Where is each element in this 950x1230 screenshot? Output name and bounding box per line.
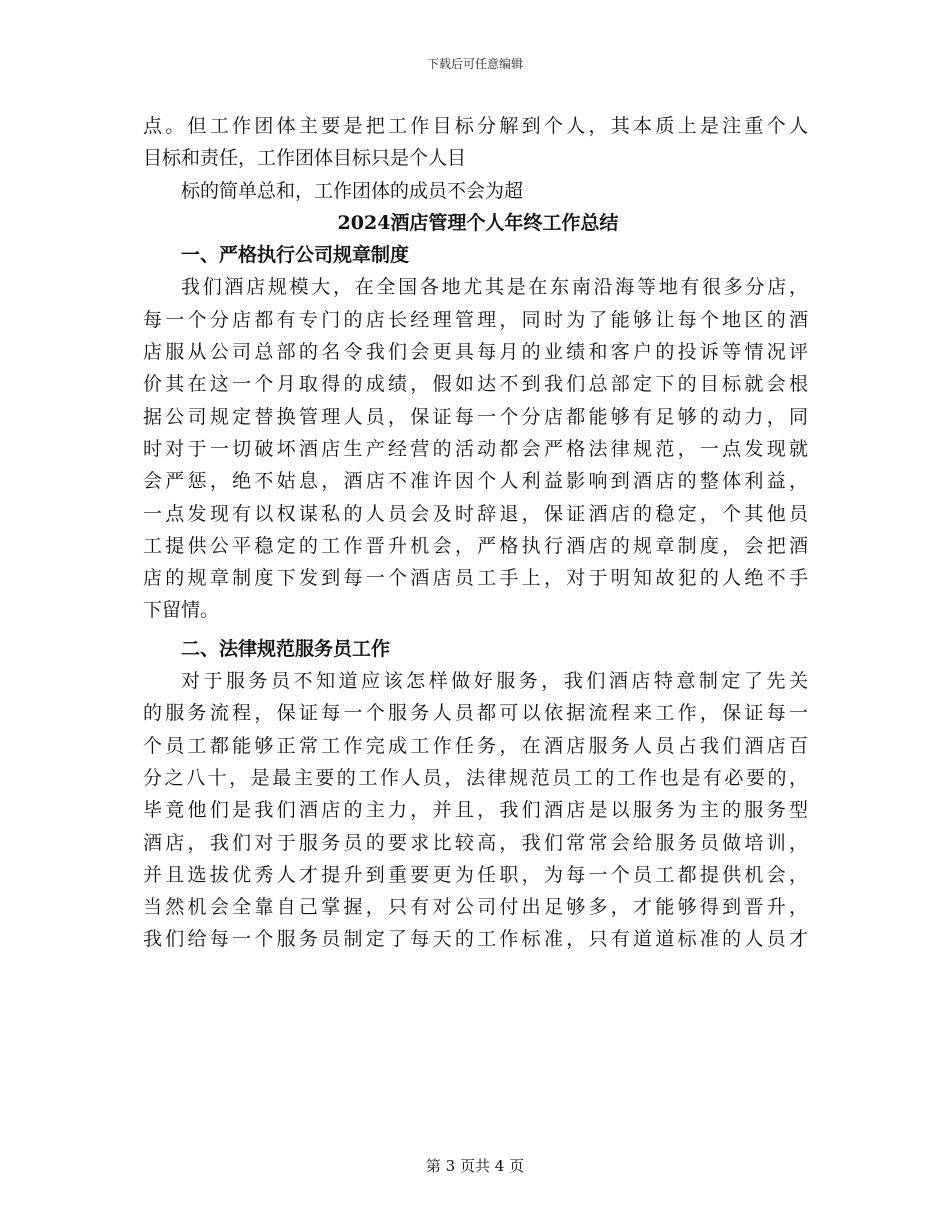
paragraph-line: 会严惩，绝不姑息，酒店不准许因个人利益影响到酒店的整体利益， [143,470,808,493]
paragraph-line: 当然机会全靠自己掌握，只有对公司付出足够多，才能够得到晋升， [143,896,808,919]
section-2-paragraph [143,665,813,956]
paragraph-line: 对于服务员不知道应该怎样做好服务，我们酒店特意制定了先关 [181,670,808,693]
paragraph-line: 下留情。 [143,599,220,622]
paragraph-line: 一点发现有以权谋私的人员会及时辞退，保证酒店的稳定，个其他员 [143,502,808,525]
intro-line: 标的简单总和，工作团体的成员不会为超 [181,179,524,202]
paragraph-line: 工提供公平稳定的工作晋升机会，严格执行酒店的规章制度，会把酒 [143,534,808,557]
section-heading-2: 二、法律规范服务员工作 [181,637,391,660]
intro-line: 目标和责任，工作团体目标只是个人目 [143,147,467,170]
paragraph-line: 店的规章制度下发到每一个酒店员工手上，对于明知故犯的人绝不手 [143,567,808,590]
section-1-paragraph [143,271,813,626]
paragraph-line: 分之八十，是最主要的工作人员，法律规范员工的工作也是有必要的， [143,766,808,789]
paragraph-line: 店服从公司总部的名令我们会更具每月的业绩和客户的投诉等情况评 [143,341,808,364]
paragraph-line: 据公司规定替换管理人员，保证每一个分店都能够有足够的动力，同 [143,405,808,428]
paragraph-line: 时对于一切破坏酒店生产经营的活动都会严格法律规范，一点发现就 [143,437,808,460]
paragraph-line: 价其在这一个月取得的成绩，假如达不到我们总部定下的目标就会根 [143,373,808,396]
section-heading-1: 一、严格执行公司规章制度 [181,244,410,267]
page-number-footer: 第 3 页共 4 页 [425,1157,525,1175]
document-title: 2024酒店管理个人年终工作总结 [337,211,619,234]
paragraph-line: 的服务流程，保证每一个服务人员都可以依据流程来工作，保证每一 [143,702,808,725]
intro-line: 点。但工作团体主要是把工作目标分解到个人，其本质上是注重个人 [143,115,808,137]
paragraph-line: 我们酒店规模大，在全国各地尤其是在东南沿海等地有很多分店， [181,276,808,299]
document-body [143,110,813,956]
paragraph-line: 酒店，我们对于服务员的要求比较高，我们常常会给服务员做培训， [143,831,808,854]
paragraph-line: 并且选拔优秀人才提升到重要更为任职，为每一个员工都提供机会， [143,863,808,886]
paragraph-line: 我们给每一个服务员制定了每天的工作标准，只有道道标准的人员才 [143,928,808,951]
paragraph-line: 每一个分店都有专门的店长经理管理，同时为了能够让每个地区的酒 [143,308,808,331]
header-note: 下载后可任意编辑 [426,57,523,71]
paragraph-line: 毕竟他们是我们酒店的主力，并且，我们酒店是以服务为主的服务型 [143,799,808,822]
paragraph-line: 个员工都能够正常工作完成工作任务，在酒店服务人员占我们酒店百 [143,734,808,757]
